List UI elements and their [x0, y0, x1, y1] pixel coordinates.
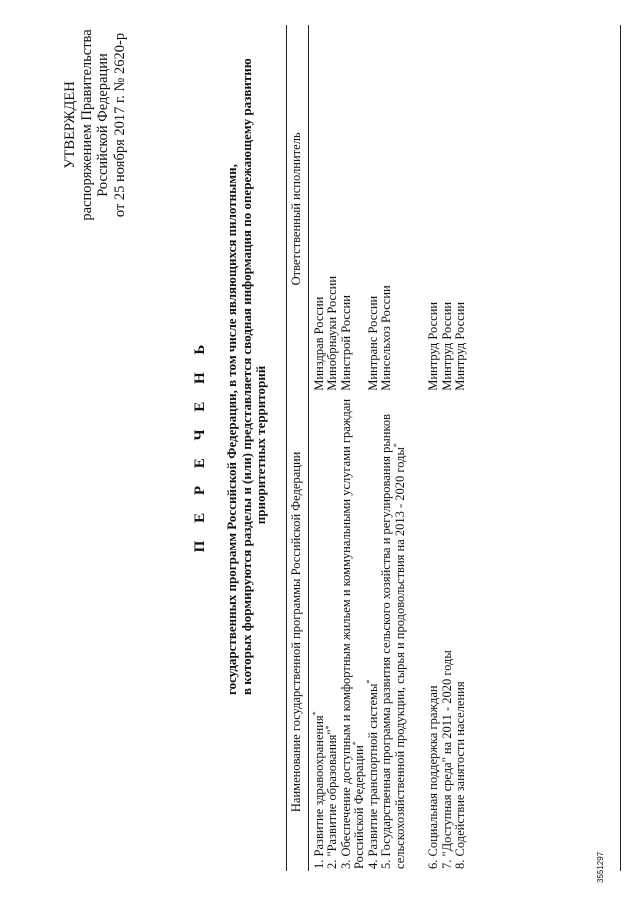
- table-row: [340, 25, 367, 871]
- footnote-mark: *: [323, 725, 333, 730]
- program-name: 2. "Развитие образования": [325, 729, 339, 869]
- executor-cell: Минтруд России: [426, 301, 440, 391]
- executor-cell: Минстрой России: [338, 295, 353, 391]
- heading-title: П Е Р Е Ч Е Н Ь: [192, 337, 208, 553]
- document-number: 3551297: [596, 851, 605, 883]
- table-row: [367, 25, 381, 871]
- program-name-cell: [441, 393, 455, 871]
- table-header-row: [287, 25, 309, 871]
- program-name-cell: [407, 393, 441, 871]
- program-name-cell: [454, 393, 468, 871]
- program-name: 4. Развитие транспортной системы: [365, 683, 380, 869]
- table-row: [441, 25, 455, 871]
- table-row: [454, 25, 468, 871]
- column-header-executor: Ответственный исполнитель: [287, 25, 309, 393]
- table-bottom-rule: [620, 25, 621, 871]
- approval-line-2: Российской Федерации: [95, 53, 111, 197]
- table-row: [380, 25, 407, 871]
- executor-cell: Минобрнауки России: [325, 275, 339, 391]
- executor-cell: Минтранс России: [365, 295, 380, 391]
- heading-line-3: приоритетных территорий: [253, 365, 268, 525]
- approval-stamp: [62, 25, 128, 225]
- column-header-program: Наименование государственной программы Российской Федерации: [287, 393, 309, 871]
- approval-line-3: от 25 ноября 2017 г. № 2620-р: [111, 32, 128, 218]
- program-name-cell: [380, 393, 407, 871]
- program-name: 6. Социальная поддержка граждан: [426, 685, 440, 869]
- programs-table: [286, 25, 468, 871]
- program-name: 8. Содействие занятости населения: [453, 681, 467, 869]
- heading-line-2: в которых формируются разделы и (или) представляется сводная информация по опережающему развитию: [238, 58, 254, 695]
- footnote-mark: *: [364, 679, 374, 684]
- table-row: [407, 25, 441, 871]
- program-name: 7. "Доступная среда" на 2011 - 2020 годы: [439, 650, 454, 869]
- footnote-mark: *: [350, 741, 360, 746]
- executor-cell: Минздрав России: [311, 296, 326, 391]
- table-row: [308, 25, 326, 871]
- footnote-mark: *: [310, 711, 320, 716]
- program-name-cell: [308, 393, 326, 871]
- table-row: [326, 25, 340, 871]
- program-name: 3. Обеспечение доступным и комфортным жильем и коммунальными услугами граждан Российской Федерации: [338, 398, 366, 869]
- executor-cell: Минтруд России: [453, 301, 467, 391]
- executor-cell: Минтруд России: [439, 301, 454, 391]
- approval-title: УТВЕРЖДЕН: [62, 81, 78, 169]
- program-name-cell: [340, 393, 367, 871]
- approval-line-1: распоряжением Правительства: [78, 29, 95, 221]
- heading-line-1: государственных программ Российской Федерации, в том числе являющихся пилотными,: [224, 164, 239, 695]
- footnote-mark: *: [391, 443, 401, 448]
- executor-cell: Минсельхоз России: [379, 285, 393, 391]
- program-name-cell: [323, 393, 340, 871]
- program-name: 5. Государственная программа развития сельского хозяйства и регулирования рынков сельскохозяйственной продукции, сырья и продовольствия на 2013 - 2020 годы: [379, 413, 407, 869]
- program-name-cell: [364, 393, 381, 871]
- document-heading: [192, 58, 269, 695]
- program-name: 1. Развитие здравоохранения: [311, 715, 326, 869]
